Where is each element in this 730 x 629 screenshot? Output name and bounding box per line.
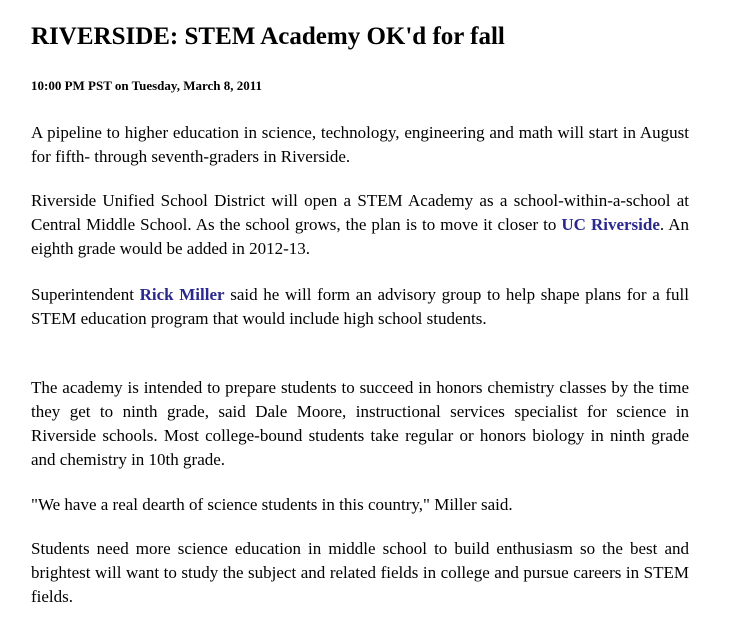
dateline: 10:00 PM PST on Tuesday, March 8, 2011 bbox=[31, 78, 263, 93]
article-paragraph-6 bbox=[31, 537, 689, 609]
rick-miller-link[interactable]: Rick Miller bbox=[139, 285, 225, 304]
paragraph-text: Superintendent bbox=[31, 285, 140, 304]
uc-riverside-link[interactable]: UC Riverside bbox=[561, 215, 660, 234]
article-paragraph-1 bbox=[31, 121, 689, 169]
paragraph-text: Riverside Unified School District will open a STEM Academy as a school-within-a-school at Central Middle School. As the school grows, the plan is to move it closer to bbox=[31, 191, 689, 234]
paragraph-text: "We have a real dearth of science students in this country," Miller said. bbox=[31, 495, 513, 514]
article-paragraph-4 bbox=[31, 376, 689, 472]
paragraph-text: The academy is intended to prepare students to succeed in honors chemistry classes by the time they get to ninth grade, said Dale Moore, instructional services specialist for science in Riverside schools. Most college-bound students take regular or honors biology in ninth grade and chemistry in 10th grade. bbox=[31, 378, 689, 469]
article-paragraph-3 bbox=[31, 283, 689, 331]
paragraph-text: A pipeline to higher education in science, technology, engineering and math will start in August for fifth- through seventh-graders in Riverside. bbox=[31, 123, 689, 166]
headline: RIVERSIDE: STEM Academy OK'd for fall bbox=[31, 23, 505, 50]
paragraph-text: . An eighth grade would be added in 2012-13. bbox=[31, 215, 689, 258]
paragraph-text: Students need more science education in middle school to build enthusiasm so the best and brightest will want to study the subject and related fields in college and pursue careers in STEM fields. bbox=[31, 539, 689, 606]
article-paragraph-5 bbox=[31, 493, 689, 517]
paragraph-text: said he will form an advisory group to help shape plans for a full STEM education program that would include high school students. bbox=[31, 285, 690, 328]
article-paragraph-2 bbox=[31, 189, 689, 261]
